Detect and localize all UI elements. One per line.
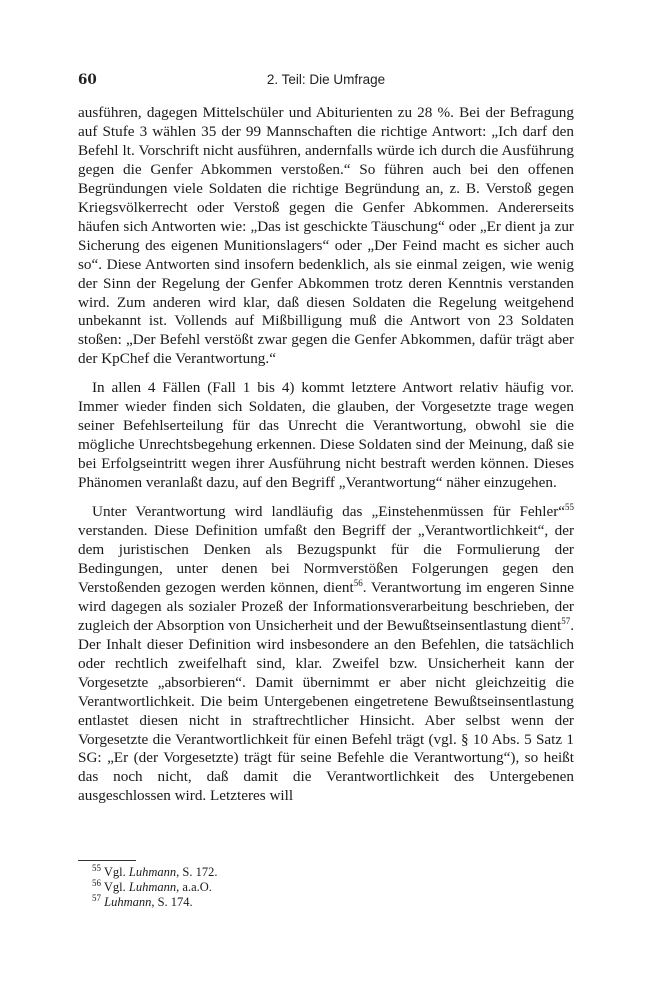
footnote-number: 57	[92, 892, 101, 903]
footnote-prefix: Vgl.	[103, 880, 129, 894]
running-title: 2. Teil: Die Umfrage	[266, 72, 386, 87]
footnote-author: Luhmann	[128, 880, 177, 894]
footnote-author: Luhmann	[128, 865, 177, 879]
paragraph-3	[78, 503, 574, 806]
paragraph-2: In allen 4 Fällen (Fall 1 bis 4) kommt letztere Antwort relativ häufig vor. Immer wieder finden sich Soldaten, die glauben, der Vorgesetzte trage wegen seiner Befehlserteilung für das Unrecht die Verantwortung, obwohl sie die mögliche Unrechtsbegehung erkennen. Diese Soldaten sind der Meinung, daß sie bei Erfolgseintritt wegen ihrer Ausführung nicht bestraft werden können. Dieses Phänomen veranlaßt dazu, auf den Begriff „Verantwortung“ näher einzugehen.	[78, 379, 574, 492]
footnote-citation: , a.a.O.	[176, 880, 212, 894]
footnote-prefix: Vgl.	[103, 865, 129, 879]
footnote-number: 55	[92, 862, 101, 873]
body-text	[78, 104, 574, 816]
footnote-number: 56	[92, 877, 101, 888]
page-number: 60	[78, 72, 97, 88]
paragraph-1: ausführen, dagegen Mittelschüler und Abiturienten zu 28 %. Bei der Befragung auf Stufe 3 wählen 35 der 99 Mannschaften die richtige Antwort: „Ich darf den Befehl lt. Vorschrift nicht ausführen, andernfalls würde ich durch die Ausführung gegen die Genfer Abkommen verstoßen.“ So führen auch bei den offenen Begründungen viele Soldaten die richtige Begründung an, z. B. Verstoß gegen Kriegsvölkerrecht oder Verstoß gegen die Genfer Abkommen. Andererseits häufen sich Antworten wie: „Das ist geschickte Täuschung“ oder „Er dient ja zur Sicherung des eigenen Munitionslagers“ oder „Der Feind macht es sicher auch so“. Diese Antworten sind insofern bedenklich, als sie einmal zeigen, wie wenig der Sinn der Regelung der Genfer Abkommen trotz deren Kenntnis verstanden wird. Zum anderen wird klar, daß diesen Soldaten die Regelung weitgehend unbekannt ist. Vollends auf Mißbilligung muß die Antwort von 23 Soldaten stoßen: „Der Befehl verstößt zwar gegen die Genfer Abkommen, dafür trägt aber der KpChef die Verantwortung.“	[78, 104, 574, 368]
footnote-author: Luhmann	[104, 895, 152, 909]
footnote-ref-57[interactable]: 57	[561, 615, 571, 626]
footnote-56	[92, 877, 217, 895]
paragraph-3-part-c: . Verantwortung im engeren Sinne wird dagegen als sozialer Prozeß der Informationsverarbeitung beschrieben, der zugleich der Absorption von Unsicherheit und der Bewußtseinsentlastung dient	[78, 578, 574, 634]
footnote-57	[92, 892, 217, 910]
footnote-citation: , S. 174.	[151, 895, 193, 909]
paragraph-3-part-d: . Der Inhalt dieser Definition wird insbesondere an den Befehlen, die tatsächlich oder rechtlich zweifelhaft sind, klar. Zweifel bzw. Unsicherheit kann der Vorgesetzte „absorbieren“. Damit übernimmt er aber nicht gleichzeitig die Verantwortlichkeit. Die beim Untergebenen eingetretene Bewußtseinsentlastung entlastet diesen nicht in straftrechtlicher Hinsicht. Aber selbst wenn der Vorgesetzte die Verantwortlichkeit für einen Befehl trägt (vgl. § 10 Abs. 5 Satz 1 SG: „Er (der Vorgesetzte) trägt für seine Befehle die Verantwortung“), so heißt das noch nicht, daß damit die Verantwortlichkeit des Untergebenen ausgeschlossen wird. Letzteres will	[78, 616, 574, 805]
footnote-ref-56[interactable]: 56	[353, 577, 363, 588]
footnotes	[92, 862, 218, 910]
footnote-citation: , S. 172.	[176, 865, 218, 879]
paragraph-3-part-a: Unter Verantwortung wird landläufig das „Einstehenmüssen für Fehler“	[92, 503, 565, 521]
paragraph-3-part-b: verstanden. Diese Definition umfaßt den Begriff der „Verantwortlichkeit“, der dem juristischen Denken als Bezugspunkt für die Formulierung der Bedingungen, unter denen bei Normverstößen Folgerungen gegen den Verstoßenden gezogen werden können, dient	[78, 522, 574, 596]
running-header	[78, 72, 574, 92]
footnote-ref-55[interactable]: 55	[565, 502, 574, 512]
footnote-separator	[78, 860, 136, 861]
footnote-55	[92, 862, 218, 880]
